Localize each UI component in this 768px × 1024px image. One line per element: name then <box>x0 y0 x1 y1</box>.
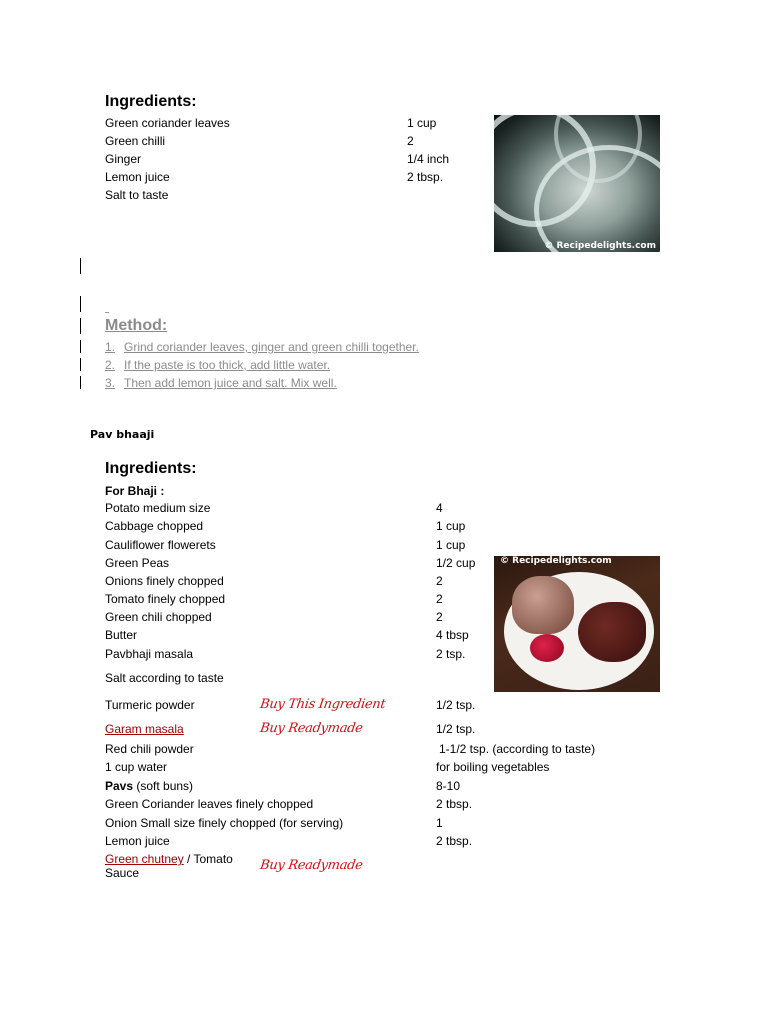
ingredient-name <box>105 777 193 795</box>
change-bar <box>80 376 81 389</box>
ingredient-name: Red chili powder <box>105 742 194 756</box>
ingredient-qty: 2 tbsp. <box>436 834 473 848</box>
change-bar <box>80 340 81 353</box>
ingredient-qty: 1/2 tsp. <box>436 722 476 736</box>
green-chutney-link[interactable]: Green chutney <box>105 852 184 866</box>
chutney-ingredients-heading: Ingredients: <box>105 93 197 110</box>
ingredient-qty: for boiling vegetables <box>436 760 550 774</box>
step-text: If the paste is too thick, add little water. <box>124 358 331 372</box>
ingredient-qty: 1/4 inch <box>407 152 450 166</box>
recipe-title: Pav bhaaji <box>90 428 155 441</box>
ingredient-name: Salt to taste <box>105 188 169 202</box>
pavs-rest: (soft buns) <box>133 779 194 793</box>
ingredient-qty: 1/2 cup <box>436 556 476 570</box>
ingredient-qty: 1 cup <box>436 519 466 533</box>
ingredient-qty: 2 tbsp. <box>407 170 444 184</box>
pav-bhaji-photo <box>494 556 660 692</box>
ingredient-name: Green coriander leaves <box>105 116 230 130</box>
step-number: 3. <box>105 376 116 390</box>
ingredient-qty: 2 <box>436 610 443 624</box>
step-text: Grind coriander leaves, ginger and green chilli together. <box>124 340 419 354</box>
ingredient-name: Green Peas <box>105 556 170 570</box>
ingredient-name: Onion Small size finely chopped (for serving) <box>105 816 344 830</box>
ingredient-name: Lemon juice <box>105 170 170 184</box>
ingredient-qty: 4 <box>436 501 443 515</box>
ingredient-qty: 1 <box>436 816 443 830</box>
chutney-line-rest: / Tomato <box>183 852 233 866</box>
ingredient-name: Onions finely chopped <box>105 574 224 588</box>
step-number: 2. <box>105 358 116 372</box>
ingredient-name: Potato medium size <box>105 501 211 515</box>
change-bar <box>80 296 81 312</box>
change-bar <box>80 358 81 371</box>
ingredient-qty: 2 <box>436 574 443 588</box>
ingredient-name: Turmeric powder <box>105 698 195 712</box>
ingredient-qty: 2 tsp. <box>436 647 466 661</box>
ingredient-qty: 1 cup <box>436 538 466 552</box>
ingredient-name: Green Coriander leaves finely chopped <box>105 797 314 811</box>
ingredient-name: Cauliflower flowerets <box>105 538 216 552</box>
ingredient-name: Lemon juice <box>105 834 170 848</box>
ingredient-name: Green chili chopped <box>105 610 212 624</box>
chutney-photo <box>494 115 660 252</box>
step-text: Then add lemon juice and salt. Mix well. <box>124 376 337 390</box>
pavs-bold: Pavs <box>105 779 134 793</box>
ingredient-name: Tomato finely chopped <box>105 592 226 606</box>
ingredient-qty: 2 tbsp. <box>436 797 473 811</box>
ingredient-name: Cabbage chopped <box>105 519 204 533</box>
buy-ingredient-link[interactable]: Buy This Ingredient <box>259 697 387 712</box>
ingredient-qty: 2 <box>436 592 443 606</box>
ingredient-qty: 4 tbsp <box>436 628 469 642</box>
ingredient-name: Ginger <box>105 152 142 166</box>
ingredient-qty: 2 <box>407 134 414 148</box>
change-bar <box>80 258 81 274</box>
ingredient-name: Butter <box>105 628 138 642</box>
ingredient-name: 1 cup water <box>105 760 168 774</box>
ingredient-qty: 1/2 tsp. <box>436 698 476 712</box>
photo-watermark: © Recipedelights.com <box>544 241 656 251</box>
method-heading: Method: <box>105 317 168 334</box>
ingredient-qty: 1-1/2 tsp. (according to taste) <box>439 742 596 756</box>
buy-readymade-link[interactable]: Buy Readymade <box>259 721 364 736</box>
photo-watermark: © Recipedelights.com <box>500 556 612 566</box>
change-bar <box>80 318 81 334</box>
ingredient-name: Green chilli <box>105 134 166 148</box>
ingredient-name: Salt according to taste <box>105 671 224 685</box>
chutney-line-continued: Sauce <box>105 866 140 880</box>
buy-readymade-link[interactable]: Buy Readymade <box>259 858 364 873</box>
garam-masala-link[interactable]: Garam masala <box>105 722 184 736</box>
pav-ingredients-heading: Ingredients: <box>105 460 197 477</box>
ingredient-qty: 1 cup <box>407 116 437 130</box>
step-number: 1. <box>105 340 116 354</box>
deleted-mark <box>105 312 109 313</box>
bhaji-sub-heading: For Bhaji : <box>105 484 165 498</box>
ingredient-name: Pavbhaji masala <box>105 647 194 661</box>
ingredient-qty: 8-10 <box>436 779 461 793</box>
